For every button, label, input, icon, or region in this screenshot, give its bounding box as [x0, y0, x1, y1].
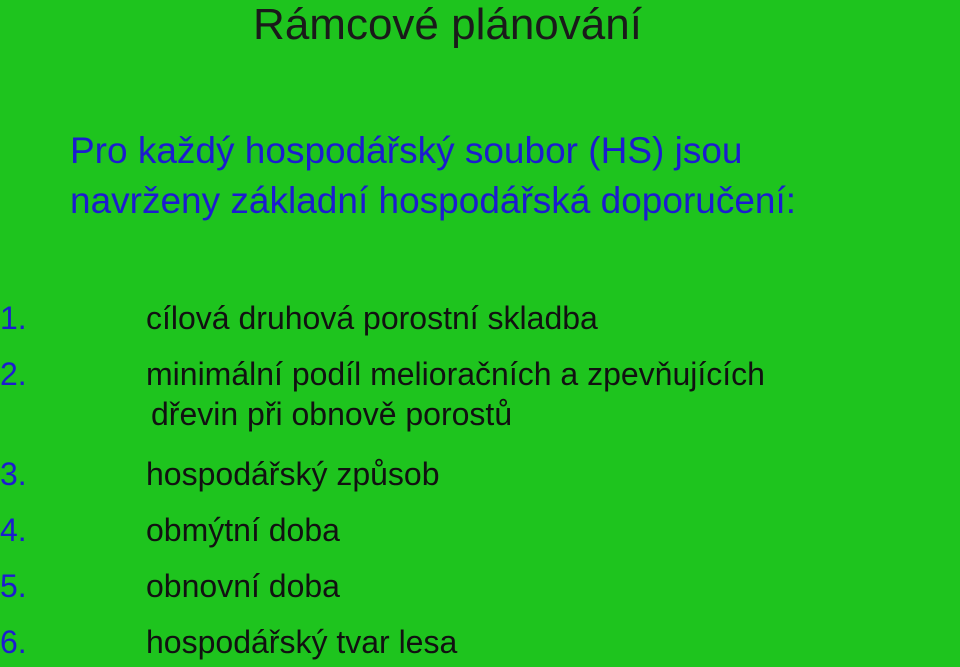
list-text-line: obnovní doba	[146, 568, 340, 604]
list-text	[146, 454, 440, 494]
list-text	[146, 622, 457, 662]
list-number: 4.	[0, 512, 27, 548]
list-text	[146, 510, 340, 550]
list-text	[146, 298, 598, 338]
list-text-line: dřevin při obnově porostů	[151, 396, 513, 432]
list-number: 3.	[0, 456, 27, 492]
list-text-line: minimální podíl melioračních a zpevňujících	[146, 356, 765, 392]
list-text-line: hospodářský tvar lesa	[146, 624, 458, 660]
intro-text	[70, 126, 960, 226]
slide-title: Rámcové plánování	[253, 0, 642, 49]
list-number: 5.	[0, 568, 27, 604]
list-text-line: obmýtní doba	[146, 512, 340, 548]
list-text-line: cílová druhová porostní skladba	[146, 300, 598, 336]
intro-line-2: navrženy základní hospodářská doporučení:	[70, 180, 797, 221]
list-text	[146, 354, 765, 434]
list-text-line: hospodářský způsob	[146, 456, 440, 492]
intro-line-1: Pro každý hospodářský soubor (HS) jsou	[70, 130, 743, 171]
list-number: 6.	[0, 624, 27, 660]
list-number: 2.	[0, 356, 27, 392]
list-number: 1.	[0, 300, 27, 336]
list-text	[146, 566, 340, 606]
